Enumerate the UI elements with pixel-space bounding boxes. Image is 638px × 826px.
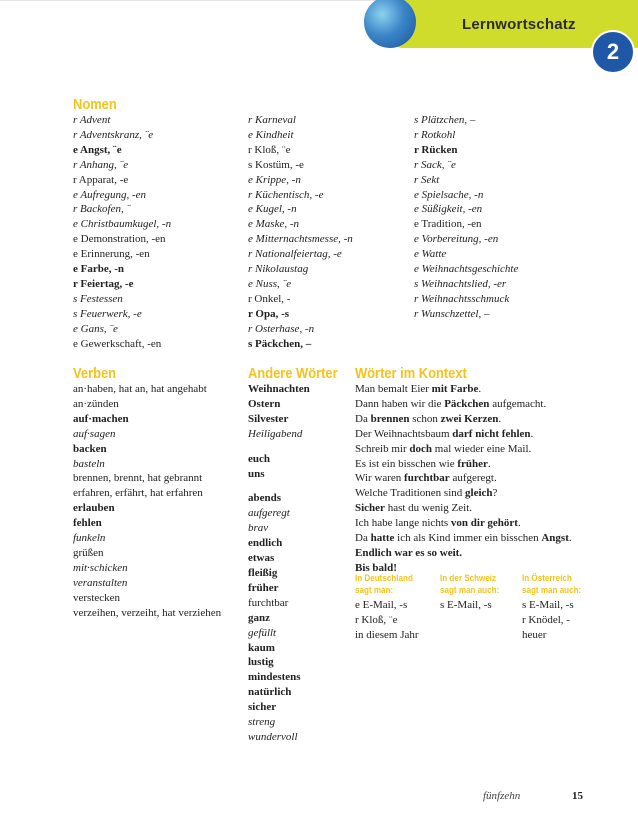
sentence-segment: Welche Traditionen sind [355,487,466,500]
sentence-segment: ? [492,487,498,500]
sentence-segment: aufgeregt. [449,472,497,485]
vocab-entry: r Sack, ¨e [414,158,456,171]
regional-heading-line: sagt man auch: [522,584,582,596]
context-sentence [355,427,572,442]
vocab-entry: s Weihnachtslied, -er [414,277,507,290]
vocab-entry: r Advent [73,114,111,126]
context-sentence [355,382,572,397]
vocab-entry: an·haben, hat an, hat angehabt [73,383,207,395]
vocab-entry: verstecken [73,591,121,604]
context-sentence [355,501,572,516]
nomen-column-2 [248,113,353,352]
andere-group-pronomen [248,452,310,482]
vocab-entry: e Weihnachtsgeschichte [414,263,519,276]
vocab-entry: verzeihen, verzeiht, hat verziehen [73,606,222,619]
vocab-entry: r Apparat, -e [73,173,129,186]
vocab-entry: e Demonstration, -en [73,233,166,246]
vocab-entry: endlich [248,537,283,550]
vocab-entry: e Mitternachtsmesse, -n [248,233,353,246]
heading-verben: Verben [73,365,117,382]
sentence-segment: aufgemacht. [489,397,547,410]
sentence-segment: . [530,427,534,440]
sentence-segment: schon [409,412,441,425]
vocab-entry: e Christbaumkugel, -n [73,218,172,231]
context-sentence [355,516,572,531]
kontext-sentences [355,382,572,576]
list-gap [248,481,310,491]
andere-woerter-list [248,382,310,745]
vocab-entry: an·zünden [73,397,119,410]
vocab-entry: kaum [248,641,275,654]
vocab-entry: grüßen [73,546,104,559]
heading-andere-woerter: Andere Wörter [248,365,338,382]
vocab-entry: Ostern [248,397,281,410]
vocab-entry: r Karneval [248,114,296,126]
sentence-segment: doch [409,442,433,455]
context-sentence [355,546,572,561]
vocab-entry: veranstalten [73,576,128,589]
sentence-segment: Der Weihnachtsbaum [355,427,453,440]
vocab-entry: Silvester [248,412,289,425]
sentence-segment: Da [355,532,371,545]
vocab-entry: r Küchentisch, -e [248,188,324,201]
sentence-segment: Es ist ein bisschen wie [355,457,458,470]
vocab-entry: e Gewerkschaft, -en [73,337,162,350]
sentence-segment: ich als Kind immer ein bisschen [394,532,542,545]
vocab-entry: Heiligabend [248,427,303,440]
regional-heading [522,573,595,596]
vocab-entry: r Osterhase, -n [248,322,315,335]
sentence-segment: mit Farbe [431,383,479,395]
vocab-entry: erfahren, erfährt, hat erfahren [73,487,203,500]
sentence-segment: hast du wenig Zeit. [384,502,473,515]
regional-heading [440,573,513,596]
regional-heading-line: sagt man: [355,584,394,596]
sentence-segment: Angst [541,532,569,545]
andere-group-adjektive [248,491,310,744]
vocab-entry: r Feiertag, -e [73,277,134,290]
vocab-entry: e Angst, ¨e [73,143,122,156]
vocab-entry: ganz [248,611,270,624]
sentence-segment: Schreib mir [355,442,410,455]
vocab-entry: r Rücken [414,143,458,156]
vocab-entry: Weihnachten [248,383,310,395]
regional-entry: r Knödel, - [522,613,570,626]
vocab-entry: euch [248,452,270,465]
vocab-entry: lustig [248,656,274,669]
vocab-entry: e Watte [414,248,447,261]
vocab-entry: backen [73,442,107,455]
vocab-entry: natürlich [248,686,292,699]
vocab-entry: e Vorbereitung, -en [414,233,499,246]
vocab-entry: mindestens [248,671,301,684]
sentence-segment: brennen [370,412,410,425]
vocab-entry: e Aufregung, -en [73,188,147,201]
vocab-entry: e Nuss, ¨e [248,277,292,290]
vocab-entry: e Tradition, -en [414,218,482,231]
vocab-entry: auf·machen [73,412,129,425]
vocab-entry: r Nikolaustag [248,263,309,276]
sentence-segment: gleich [465,487,493,500]
vocab-entry: aufgeregt [248,507,290,520]
sentence-segment: Endlich war es so weit. [355,546,463,559]
vocab-entry: s Plätzchen, – [414,114,476,126]
regional-items [355,598,441,643]
list-gap [248,442,310,452]
regional-deutschland [355,573,441,643]
sentence-segment: mal wieder eine Mail. [432,442,532,455]
vocab-entry: s Kostüm, -e [248,158,304,171]
vocab-entry: s Feuerwerk, -e [73,307,142,320]
vocab-entry: streng [248,716,276,729]
page-number: 15 [572,790,583,802]
vocab-entry: wundervoll [248,730,298,743]
regional-items [522,598,608,643]
vocab-entry: fleißig [248,566,278,579]
regional-entry: r Kloß, ¨e [355,613,398,626]
vocab-entry: e Kindheit [248,128,294,141]
vocab-entry: r Opa, -s [248,307,290,320]
vocab-entry: r Nationalfeiertag, -e [248,248,342,261]
vocab-entry: r Anhang, ¨e [73,158,129,171]
vocab-entry: e Gans, ¨e [73,322,118,335]
heading-woerter-im-kontext: Wörter im Kontext [355,365,467,382]
verben-list [73,382,221,621]
sentence-segment: Sicher [355,502,385,515]
regional-heading-line: In Österreich [522,573,572,584]
sentence-segment: . [568,532,572,545]
page-number-word: fünfzehn [483,790,521,802]
regional-entry: s E-Mail, -s [522,599,574,611]
vocab-entry: e Erinnerung, -en [73,248,150,261]
regional-heading-line: In der Schweiz [440,573,497,584]
regional-heading [355,573,428,596]
vocab-entry: r Kloß, ¨e [248,143,291,156]
vocab-entry: s Päckchen, – [248,337,312,350]
vocab-entry: brav [248,522,269,535]
vocab-entry: brennen, brennt, hat gebrannt [73,472,203,485]
vocab-entry: gefüllt [248,626,277,639]
regional-items [440,598,526,613]
sentence-segment: von dir gehört [450,517,518,530]
vocab-entry: sicher [248,701,277,714]
vocab-entry: früher [248,581,279,594]
vocab-entry: r Wunschzettel, – [414,307,490,320]
regional-entry: s E-Mail, -s [440,599,492,611]
sentence-segment: früher [457,457,488,470]
vocab-entry: auf·sagen [73,427,116,440]
vocab-entry: r Onkel, - [248,292,291,305]
sentence-segment: Päckchen [444,397,490,410]
vocab-entry: r Sekt [414,173,440,186]
vocab-entry: r Backofen, ¨ [73,203,131,216]
sentence-segment: Wir waren [355,472,405,485]
vocab-entry: uns [248,467,265,480]
context-sentence [355,471,572,486]
vocab-entry: e Krippe, -n [248,173,301,186]
context-sentence [355,457,572,472]
context-sentence [355,486,572,501]
sentence-segment: Bis bald! [355,561,397,574]
vocab-entry: funkeln [73,532,106,545]
sentence-segment: Ich habe lange nichts [355,517,451,530]
sentence-segment: Da [355,412,371,425]
regional-entry: heuer [522,628,547,641]
vocab-entry: etwas [248,552,275,565]
regional-oesterreich [522,573,608,643]
vocab-entry: r Weihnachtsschmuck [414,292,510,305]
vocab-entry: s Festessen [73,292,123,305]
vocab-entry: e Maske, -n [248,218,300,231]
context-sentence [355,397,572,412]
context-sentence [355,412,572,427]
context-sentence [355,531,572,546]
sentence-segment: Dann haben wir die [355,397,445,410]
sentence-segment: Man bemalt Eier [355,383,432,395]
vocab-entry: r Adventskranz, ¨e [73,128,154,141]
heading-nomen: Nomen [73,96,117,113]
sentence-segment: furchtbar [404,472,450,485]
regional-schweiz [440,573,526,613]
vocab-entry: abends [248,492,282,505]
vocab-entry: erlauben [73,502,115,515]
sentence-segment: darf nicht fehlen [452,427,531,440]
vocab-entry: e Spielsache, -n [414,188,484,201]
regional-heading-line: sagt man auch: [440,584,500,596]
sentence-segment: . [487,457,491,470]
vocab-entry: furchtbar [248,596,289,609]
sentence-segment: . [498,412,502,425]
andere-group-feiertage [248,382,310,442]
sentence-segment: zwei Kerzen [440,412,499,425]
vocab-entry: fehlen [73,517,102,530]
header-title: Lernwortschatz [462,16,576,33]
regional-heading-line: In Deutschland [355,573,413,584]
chapter-badge: 2 [591,30,635,74]
vocab-entry: basteln [73,457,105,470]
regional-entry: in diesem Jahr [355,628,419,641]
sentence-segment: hatte [370,532,395,545]
vocab-entry: mit·schicken [73,561,128,574]
vocab-entry: e Farbe, -n [73,263,125,276]
vocab-entry: r Rotkohl [414,128,456,141]
sentence-segment: . [517,517,521,530]
context-sentence [355,442,572,457]
regional-entry: e E-Mail, -s [355,599,408,611]
vocab-entry: e Süßigkeit, -en [414,203,483,216]
sentence-segment: . [478,383,482,395]
vocab-entry: e Kugel, -n [248,203,297,216]
nomen-column-3 [414,113,518,322]
nomen-column-1 [73,113,171,352]
